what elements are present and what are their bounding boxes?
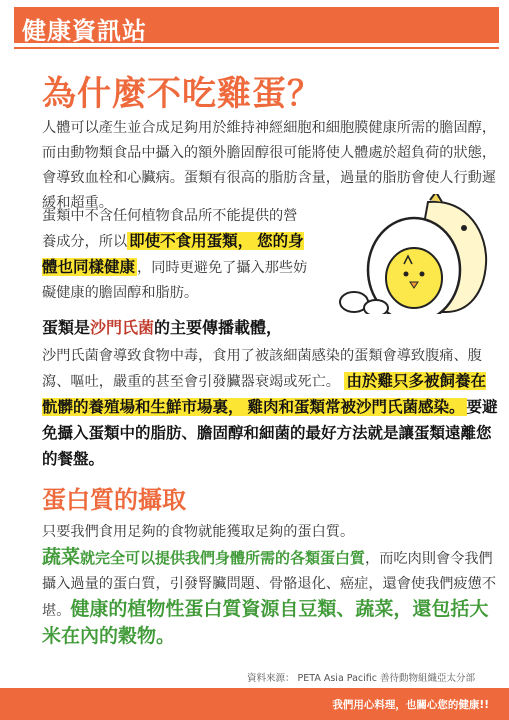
salmonella-body: 沙門氏菌會導致食物中毒，食用了被該細菌感染的蛋類會導致腹痛、腹瀉、嘔吐，嚴重的甚至會引發臟器衰竭或死亡。 <box>42 348 482 390</box>
protein-paragraph <box>42 520 498 651</box>
footer-slogan: 我們用心料理，也關心您的健康!! <box>332 699 489 711</box>
protein-veg-rest: 就完全可以提供我們身體所需的各類蛋白質 <box>80 549 366 567</box>
salmonella-highlight-2: 雞肉和蛋類常被沙門氏菌感染。 <box>247 398 465 416</box>
source-credit: 資料來源： PETA Asia Pacific 善待動物組織亞太分部 <box>247 673 475 684</box>
header-title: 健康資訊站 <box>22 17 147 45</box>
protein-line-1: 只要我們食用足夠的食物就能獲取足夠的蛋白質。 <box>42 524 355 540</box>
intro-paragraph: 人體可以產生並合成足夠用於維持神經細胞和細胞膜健康所需的膽固醇，而由動物類食品中攝入的額外膽固醇很可能將使人體處於超負荷的狀態，會導致血栓和心臟病。蛋類有很高的脂肪含量，過量的脂肪會使人行動遲緩和超重。 <box>42 120 497 211</box>
nutrition-highlight-1: 即使不食用蛋類， <box>129 232 254 250</box>
protein-closing: 健康的植物性蛋白質資源自豆類、蔬菜，還包括大米在內的穀物。 <box>42 598 489 647</box>
nutrition-paragraph <box>42 204 310 306</box>
protein-middle: ，而吃肉則會令我們攝入過量的蛋白質，引發腎臟問題、骨骼退化、癌症，還會使我們疲憊不堪。 <box>42 551 497 619</box>
nutrition-text-2: ，同時更避免了攝入那些妨礙健康的膽固醇和脂肪。 <box>42 260 308 301</box>
nutrition-text-1: 蛋類中不含任何植物食品所不能提供的營養成分，所以 <box>42 208 298 250</box>
salmonella-title-red: 沙門氏菌 <box>90 318 155 337</box>
nutrition-highlight-2: 您的身體也同樣健康 <box>42 232 304 276</box>
header-rule <box>14 47 499 49</box>
salmonella-title-a: 蛋類是 <box>42 318 91 337</box>
protein-title: 蛋白質的攝取 <box>42 486 186 514</box>
main-title: 為什麼不吃雞蛋？ <box>42 74 322 114</box>
salmonella-highlight-1: 由於雞只多被飼養在骯髒的養殖場和生鮮市場裏， <box>42 372 486 416</box>
egg-chick-illustration <box>318 194 498 314</box>
salmonella-paragraph <box>42 344 498 473</box>
salmonella-conclusion: 要避免攝入蛋類中的脂肪、膽固醇和細菌的最好方法就是讓蛋類遠離您的餐盤。 <box>42 398 498 468</box>
protein-veg-word: 蔬菜 <box>42 546 81 568</box>
salmonella-title <box>42 315 282 338</box>
salmonella-title-b: 的主要傳播載體， <box>154 318 283 337</box>
